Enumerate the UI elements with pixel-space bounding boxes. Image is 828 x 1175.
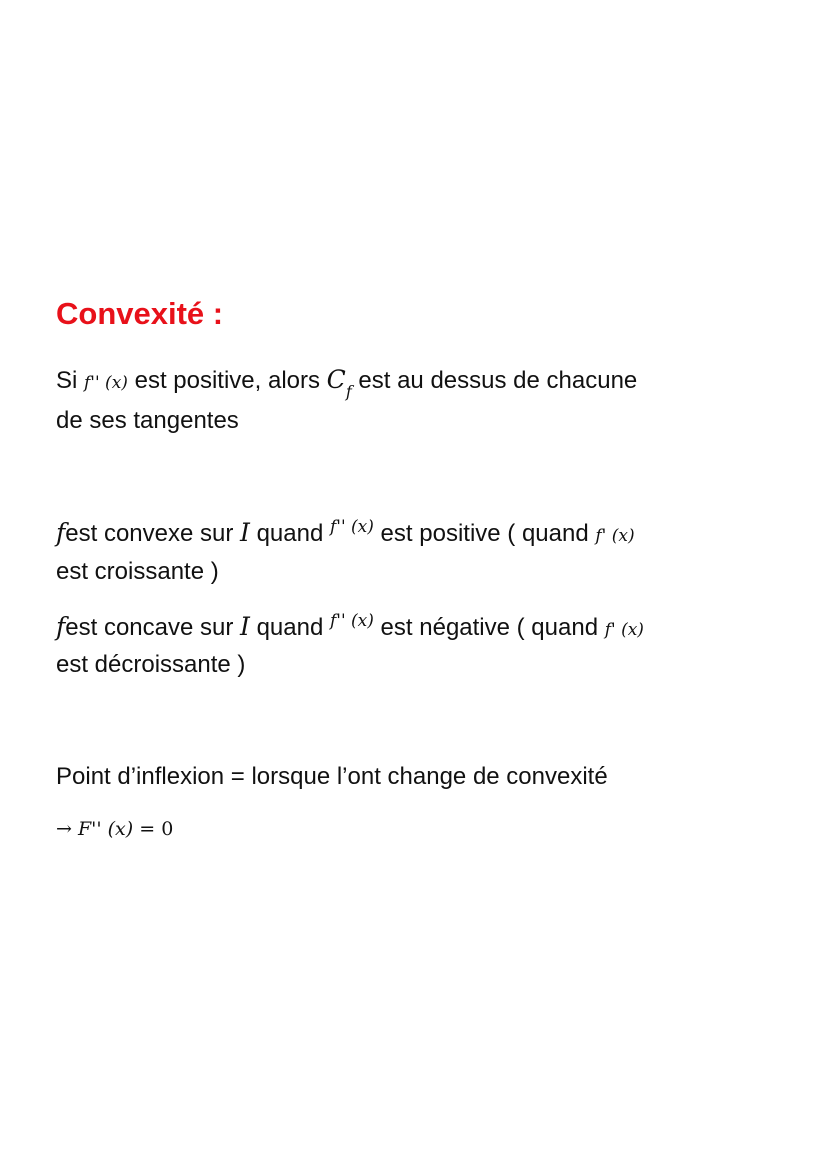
equation-second-derivative [56, 818, 173, 840]
math-c: C [326, 365, 346, 394]
text: quand [249, 614, 330, 641]
math-f-prime: f' (x) [604, 620, 644, 640]
math-f-second: f'' (x) [84, 373, 128, 393]
math-i: I [240, 612, 250, 641]
text: est positive ( quand [373, 520, 596, 547]
paragraph-inflexion: Point d’inflexion = lorsque l’ont change de convexité [56, 763, 608, 790]
math-i: I [240, 518, 250, 547]
section-title: Convexité : [56, 296, 224, 331]
math-x: (x) [101, 818, 134, 840]
text: est convexe sur [65, 520, 241, 547]
equals-zero: = 0 [133, 818, 174, 840]
math-f: f [56, 612, 66, 641]
math-F-second: F'' [77, 818, 102, 840]
paragraph-convexe-line2: est croissante ) [56, 558, 219, 585]
text: est positive, alors [127, 367, 327, 394]
math-f-second: f'' (x) [329, 517, 374, 537]
text: est négative ( quand [373, 614, 605, 641]
text: Si [56, 367, 85, 394]
arrow-icon: → [56, 818, 78, 840]
paragraph-si [56, 361, 637, 402]
math-f-second: f'' (x) [329, 611, 374, 631]
paragraph-convexe [56, 514, 635, 555]
math-c-subscript: f [345, 382, 352, 401]
text: quand [249, 520, 330, 547]
paragraph-concave-line2: est décroissante ) [56, 651, 246, 678]
math-f-prime: f' (x) [595, 526, 635, 546]
paragraph-concave [56, 608, 644, 649]
text: est concave sur [65, 614, 241, 641]
paragraph-si-line2: de ses tangentes [56, 407, 239, 434]
math-f: f [56, 518, 66, 547]
text: est au dessus de chacune [351, 367, 638, 394]
